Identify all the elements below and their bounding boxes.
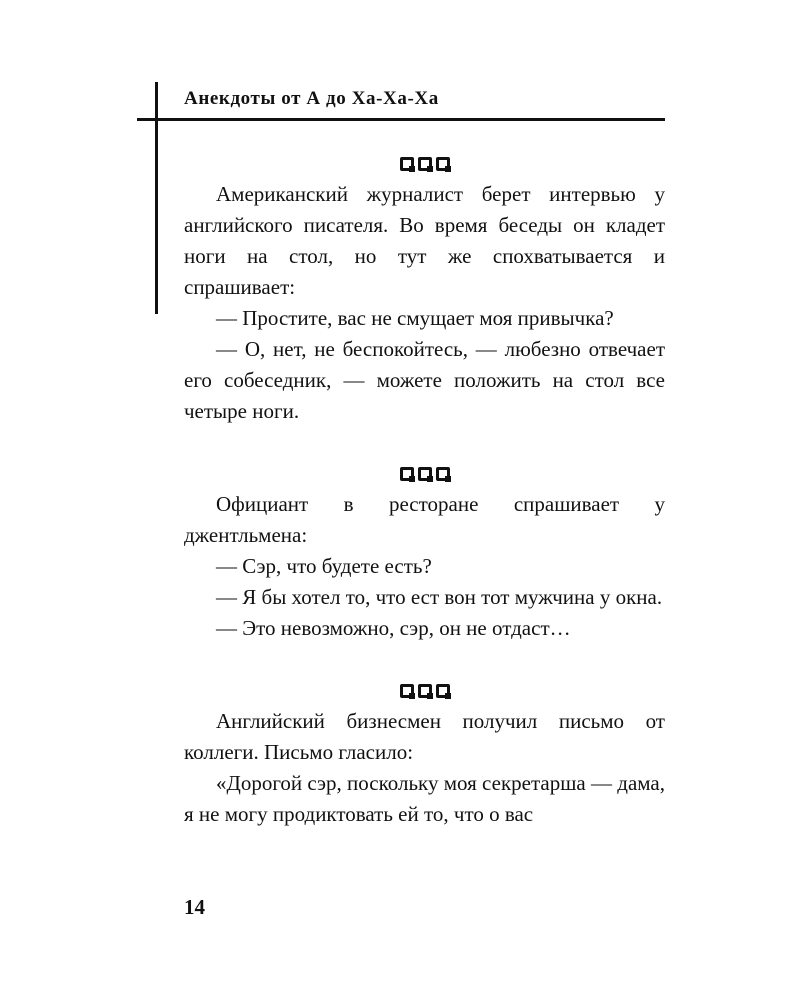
header-vertical-rule [155,82,158,314]
ornament-square-icon [418,684,432,698]
joke-paragraph: Американский журналист берет интервью у английского писателя. Во время беседы он кладет ноги на стол, но тут же спохватывается и спрашивает: [184,182,665,299]
ornament-square-icon [418,467,432,481]
ornament-square-icon [436,467,450,481]
header-horizontal-rule [137,118,665,121]
joke-paragraph: Английский бизнесмен получил письмо от коллеги. Письмо гласило: [184,709,665,764]
joke-paragraph: — Простите, вас не смущает моя привычка? [216,306,614,330]
ornament-square-icon [418,157,432,171]
running-header: Анекдоты от А до Ха-Ха-Ха [184,88,439,109]
section-ornament [184,675,665,706]
section-ornament [184,148,665,179]
joke-paragraph: «Дорогой сэр, поскольку моя секретарша — дама, я не могу продиктовать ей то, что о вас [184,771,665,826]
joke-paragraph: — О, нет, не беспокойтесь, — любезно отвечает его собеседник, — можете положить на стол все четыре ноги. [184,337,665,423]
joke-paragraph: Официант в ресторане спрашивает у джентльмена: [184,492,665,547]
page-number: 14 [184,895,205,919]
joke-paragraph: — Сэр, что будете есть? [216,554,432,578]
ornament-square-icon [400,157,414,171]
joke-paragraph: — Это невозможно, сэр, он не отдаст… [216,616,571,640]
page-body [184,148,665,830]
ornament-square-icon [400,684,414,698]
ornament-square-icon [400,467,414,481]
section-ornament [184,458,665,489]
ornament-square-icon [436,684,450,698]
joke-paragraph: — Я бы хотел то, что ест вон тот мужчина у окна. [216,585,663,609]
ornament-square-icon [436,157,450,171]
